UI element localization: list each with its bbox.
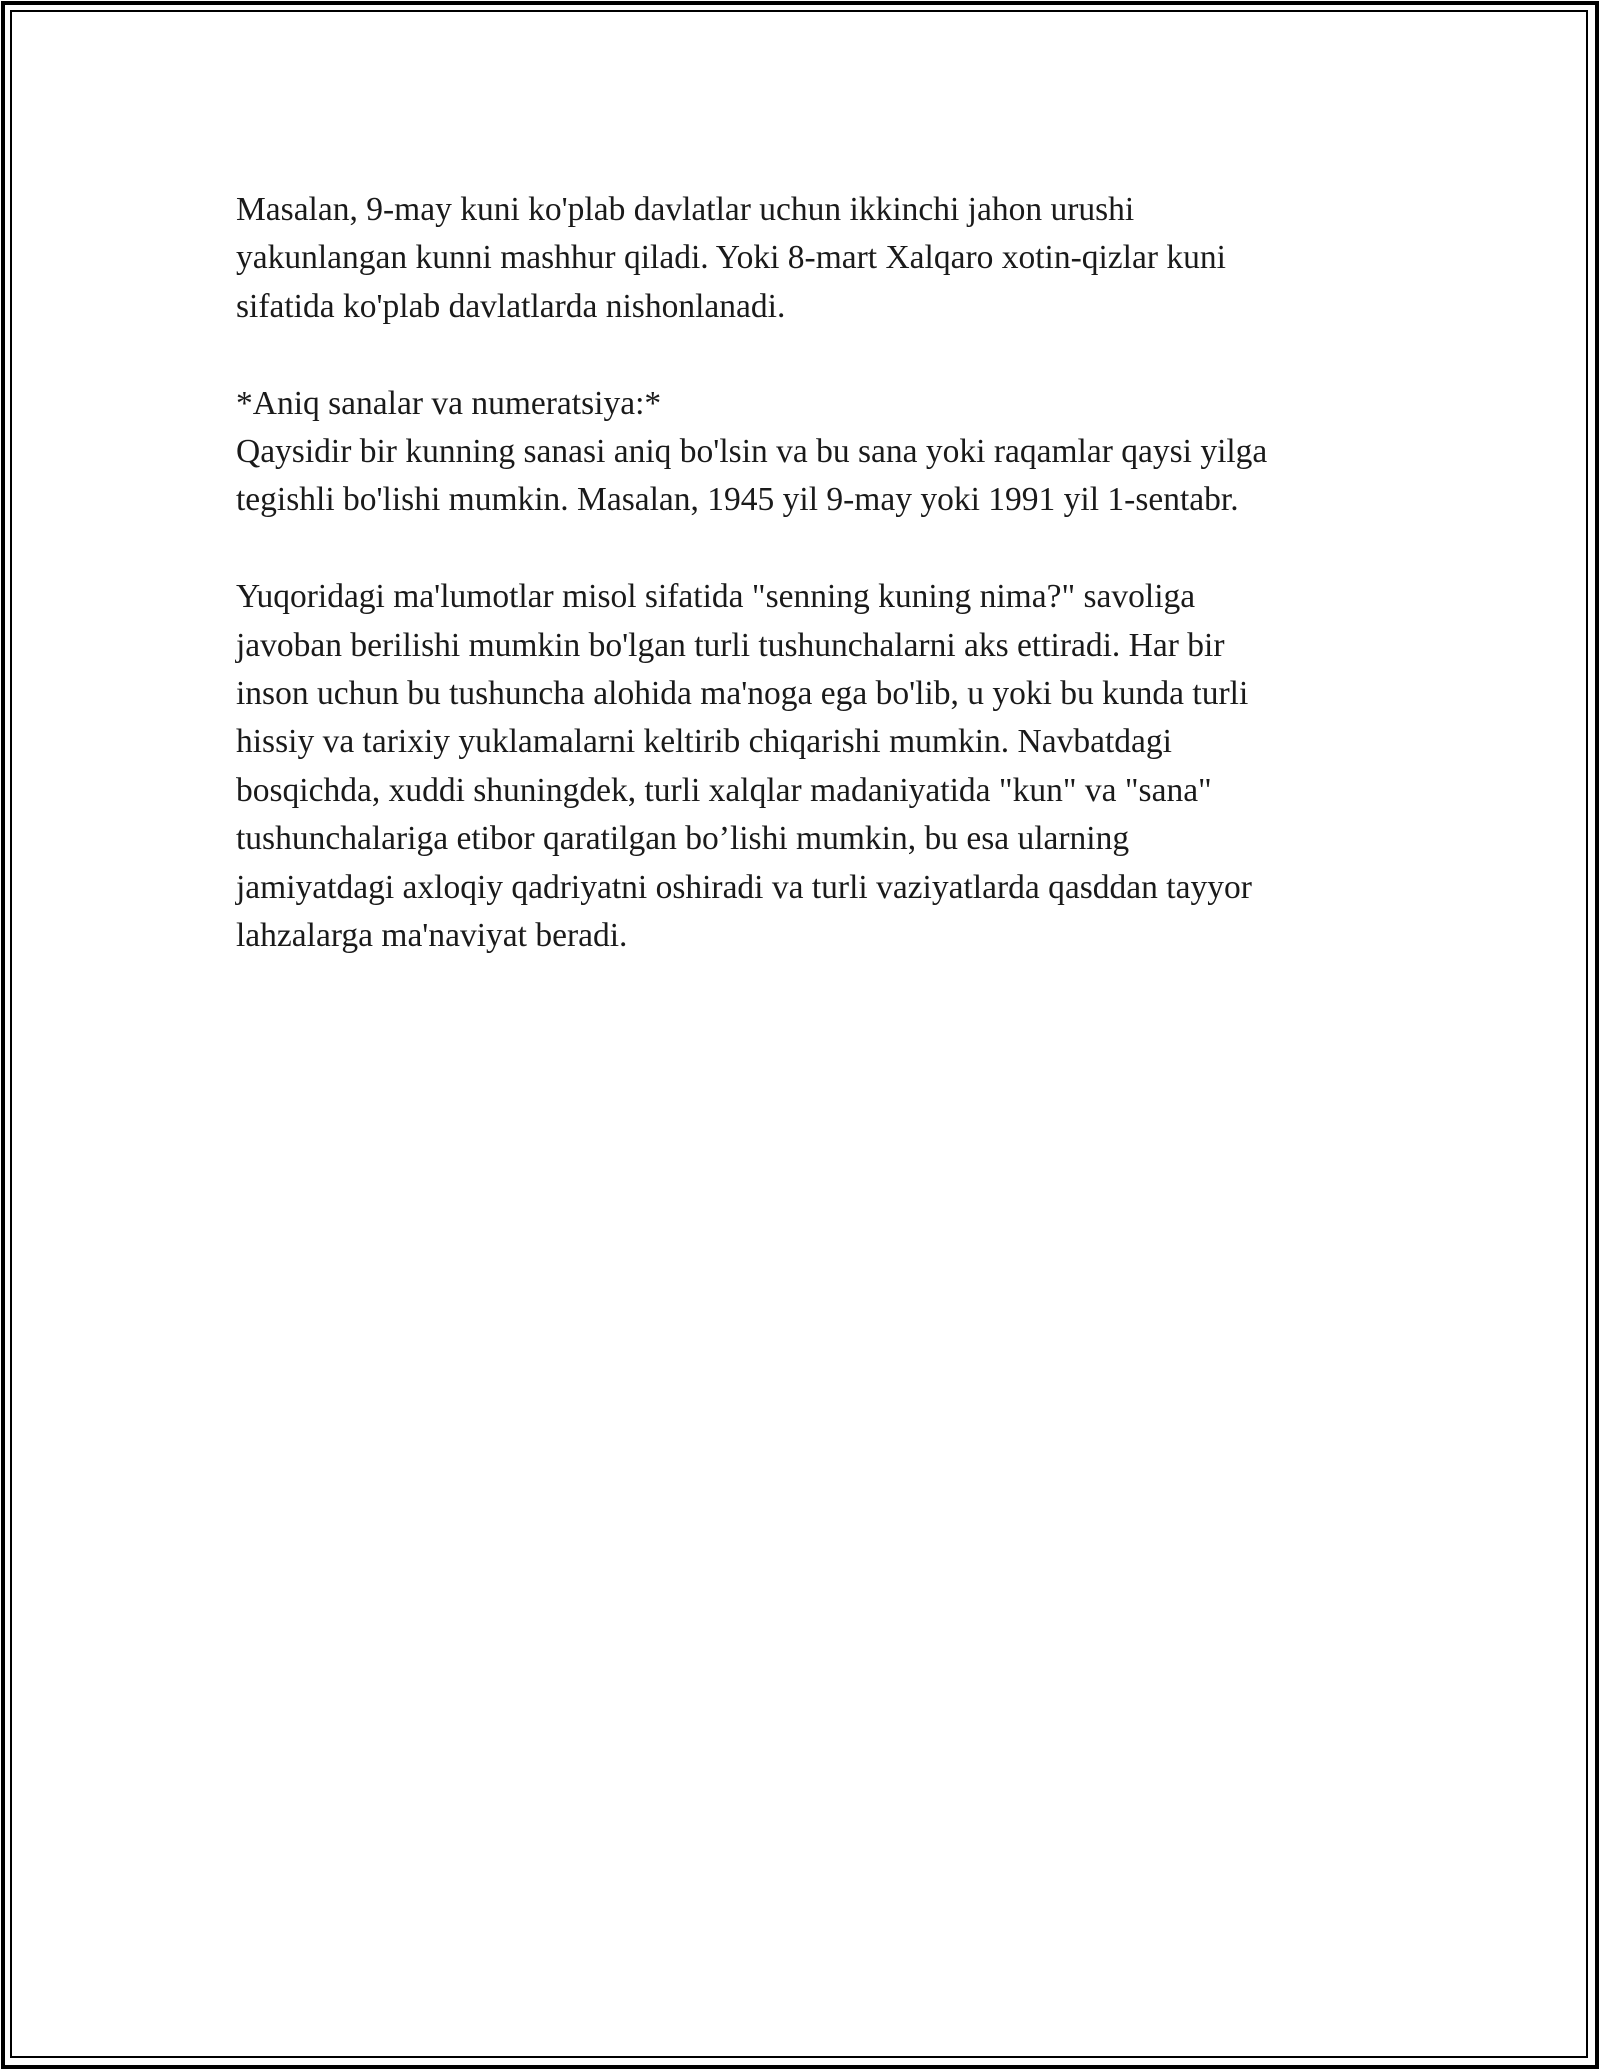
text-line: tegishli bo'lishi mumkin. Masalan, 1945 yil 9-may yoki 1991 yil 1-sentabr.	[236, 481, 1239, 519]
text-line: Masalan, 9-may kuni ko'plab davlatlar uchun ikkinchi jahon urushi	[236, 191, 1135, 228]
text-line: lahzalarga ma'naviyat beradi.	[236, 917, 628, 955]
paragraph-dates	[236, 380, 1386, 525]
section-heading: *Aniq sanalar va numeratsiya:*	[236, 384, 662, 422]
paragraph-conclusion	[236, 573, 1386, 960]
text-line: Yuqoridagi ma'lumotlar misol sifatida "senning kuning nima?" savoliga	[236, 578, 1196, 616]
text-line: bosqichda, xuddi shuningdek, turli xalqlar madaniyatida "kun" va "sana"	[236, 771, 1212, 809]
text-line: yakunlangan kunni mashhur qiladi. Yoki 8-mart Xalqaro xotin-qizlar kuni	[236, 239, 1226, 277]
document-body	[236, 186, 1386, 1009]
text-line: tushunchalariga etibor qaratilgan bo’lishi mumkin, bu esa ularning	[236, 820, 1130, 858]
text-line: Qaysidir bir kunning sanasi aniq bo'lsin va bu sana yoki raqamlar qaysi yilga	[236, 433, 1268, 471]
text-line: sifatida ko'plab davlatlarda nishonlanadi.	[236, 287, 786, 325]
text-line: inson uchun bu tushuncha alohida ma'noga ega bo'lib, u yoki bu kunda turli	[236, 675, 1249, 713]
text-line: jamiyatdagi axloqiy qadriyatni oshiradi va turli vaziyatlarda qasddan tayyor	[236, 868, 1252, 906]
text-line: javoban berilishi mumkin bo'lgan turli tushunchalarni aks ettiradi. Har bir	[236, 626, 1225, 664]
text-line: hissiy va tarixiy yuklamalarni keltirib chiqarishi mumkin. Navbatdagi	[236, 723, 1172, 761]
paragraph-examples	[236, 186, 1386, 331]
